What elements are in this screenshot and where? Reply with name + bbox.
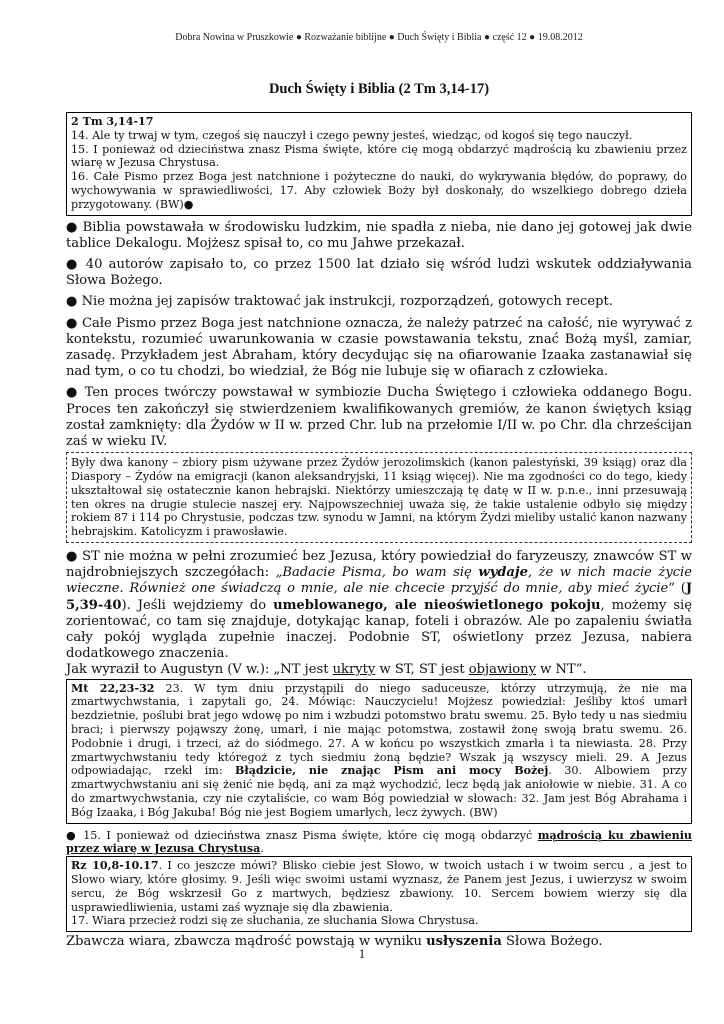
bullet-2: ● 40 autorów zapisało to, co przez 1500 lat działo się wśród ludzi wskutek oddziaływania Słowa Bożego. (66, 256, 692, 289)
page-number: 1 (358, 946, 366, 961)
bullet-1: ● Biblia powstawała w środowisku ludzkim, nie spadła z nieba, nie dano jej gotowej jak dwie tablice Dekalogu. Mojżesz spisał to, co mu Jahwe przekazał. (66, 219, 692, 251)
verse-14: 14. Ale ty trwaj w tym, czegoś się nauczył i czego pewny jesteś, wiedząc, od kogoś się tego nauczył. (71, 128, 633, 142)
augustine-quote: Jak wyraził to Augustyn (V w.): „NT jest ukryty w ST, ST jest objawiony w NT”. (66, 662, 587, 678)
page-title: Duch Święty i Biblia (2 Tm 3,14-17) (268, 81, 490, 97)
bullet-3: ● Nie można jej zapisów traktować jak instrukcji, rozporządzeń, gotowych recept. (66, 294, 613, 310)
scripture-ref: 2 Tm 3,14-17 (71, 115, 154, 128)
st-paragraph: ● ST nie można w pełni zrozumieć bez Jezusa, który powiedział do faryzeuszy, znawców ST w najdrobniejszych szczegółach: „Badacie Pisma, bo wam się wydaje, że w nich macie życie wieczne. Również one świadczą o mnie, ale nie chcecie przyjść do mnie, aby mieć życie” (J 5,39-40). Jeśli wejdziemy do umeblowanego, ale nieoświetlonego pokoju, możemy się zorientować, co tam się znajduje, dotykając kanap, foteli i obrazów. Ale po zapaleniu światła cały pokój wygląda zupełnie inaczej. Podobnie ST, oświetlony przez Jezusa, nabiera dodatkowego znaczenia. (66, 549, 693, 662)
canon-note-box: Były dwa kanony – zbiory pism używane przez Żydów jerozolimskich (kanon palestyński, 39 ksiąg) oraz dla Diaspory – Żydów na emigracji (kanon aleksandryjski, 11 ksiąg więcej). Nie ma zgodności co do tego, kiedy ukształtował się ostatecznie kanon hebrajski. Niektórzy umieszczają tę datę w II w. p.n.e., inni przesuwają ten okres na drugie stulecie naszej ery. Najpowszechniej uważa się, że takie ustalenie odbyło się między rokiem 87 i 114 po Chrystusie, podczas tzw. synodu w Jamni, na którym Żydzi mieliby ustalić kanon nazwany hebrajskim. Katolicyzm i prawosławie. (66, 452, 692, 543)
scripture-box-rz: Rz 10,8-10.17. I co jeszcze mówi? Blisko ciebie jest Słowo, w twoich ustach i w twoim sercu , a jest to Słowo wiary, które głosimy. 9. Jeśli więc swoimi ustami wyznasz, że Panem jest Jezus, i uwierzysz w swoim sercu, że Bóg wskrzesił Go z martwych, będziesz zbawiony. 10. Sercem bowiem wierzy się dla usprawiedliwienia, ustami zaś wyznaje się dla zbawienia. 17. Wiara przecież rodzi się ze słuchania, ze słuchania Słowa Chrystusa. (66, 856, 692, 932)
scripture-box-mt: Mt 22,23-32 23. W tym dniu przystąpili do niego saduceusze, którzy utrzymują, że nie ma zmartwychwstania, i zapytali go, 24. Mówiąc: Nauczycielu! Mojżesz powiedział: Jeśliby ktoś umarł bezdzietnie, poślubi brat jego wdowę po nim i wzbudzi potomstwo bratu swemu. 25. Było tedy u nas siedmiu braci; i pierwszy pojąwszy żonę, umarł, i nie mając potomstwa, zostawił żonę swoją bratu swemu. 26. Podobnie i drugi, i trzeci, aż do siódmego. 27. A w końcu po wszystkich zmarła i ta niewiasta. 28. Przy zmartwychwstaniu tedy któregoż z tych siedmiu żoną będzie? Wszak ją wszyscy mieli. 29. A Jezus odpowiadając, rzekł im: Błądzicie, nie znając Pism ani mocy Bożej. 30. Albowiem przy zmartwychwstaniu ani się żenić nie będą, ani za mąż wychodzić, lecz będą jak aniołowie w niebie. 31. A co do zmartwychwstania, czy nie czytaliście, co wam Bóg powiedział w słowach: 32. Jam jest Bóg Abrahama i Bóg Izaaka, i Bóg Jakuba! Bóg nie jest Bogiem umarłych, lecz żywych. (BW) (66, 679, 692, 824)
verse-15-repeat: ● 15. I ponieważ od dzieciństwa znasz Pisma święte, które cię mogą obdarzyć mądrością ku zbawieniu przez wiarę w Jezusa Chrystusa. (66, 828, 692, 856)
running-header: Dobra Nowina w Pruszkowie ● Rozważanie biblijne ● Duch Święty i Biblia ● część 12 ● 19.08.2012 (175, 32, 583, 43)
closing-sentence: Zbawcza wiara, zbawcza mądrość powstają w wyniku usłyszenia Słowa Bożego. (66, 934, 603, 950)
bullet-5: ● Ten proces twórczy powstawał w symbiozie Ducha Świętego i człowieka oddanego Bogu. Proces ten zakończył się stwierdzeniem kwalifikowanych gremiów, że kanon świętych ksiąg został zamknięty: dla Żydów w II w. przed Chr. lub na przełomie I/II w. po Chr. dla chrześcijan zaś w wieku IV. (66, 385, 692, 450)
scripture-box-2tm (66, 112, 692, 216)
bullet-4: ● Całe Pismo przez Boga jest natchnione oznacza, że należy patrzeć na całość, nie wyrywać z kontekstu, rozumieć uwarunkowania w czasie powstawania tekstu, znać Bożą myśl, zamiar, zasadę. Przykładem jest Abraham, który decydując się na ofiarowanie Izaaka zastanawiał się nad tym, o co tu chodzi, bo wiedział, że Bóg nie lubuje się w ofiarach z człowieka. (66, 315, 692, 380)
verse-16-17: 16. Całe Pismo przez Boga jest natchnione i pożyteczne do nauki, do wykrywania błędów, do poprawy, do wychowywania w sprawiedliwości, 17. Aby człowiek Boży był doskonały, do wszelkiego dobrego dzieła przygotowany. (BW)● (71, 170, 687, 211)
verse-15: 15. I ponieważ od dzieciństwa znasz Pisma święte, które cię mogą obdarzyć mądrością ku zbawieniu przez wiarę w Jezusa Chrystusa. (71, 142, 687, 170)
